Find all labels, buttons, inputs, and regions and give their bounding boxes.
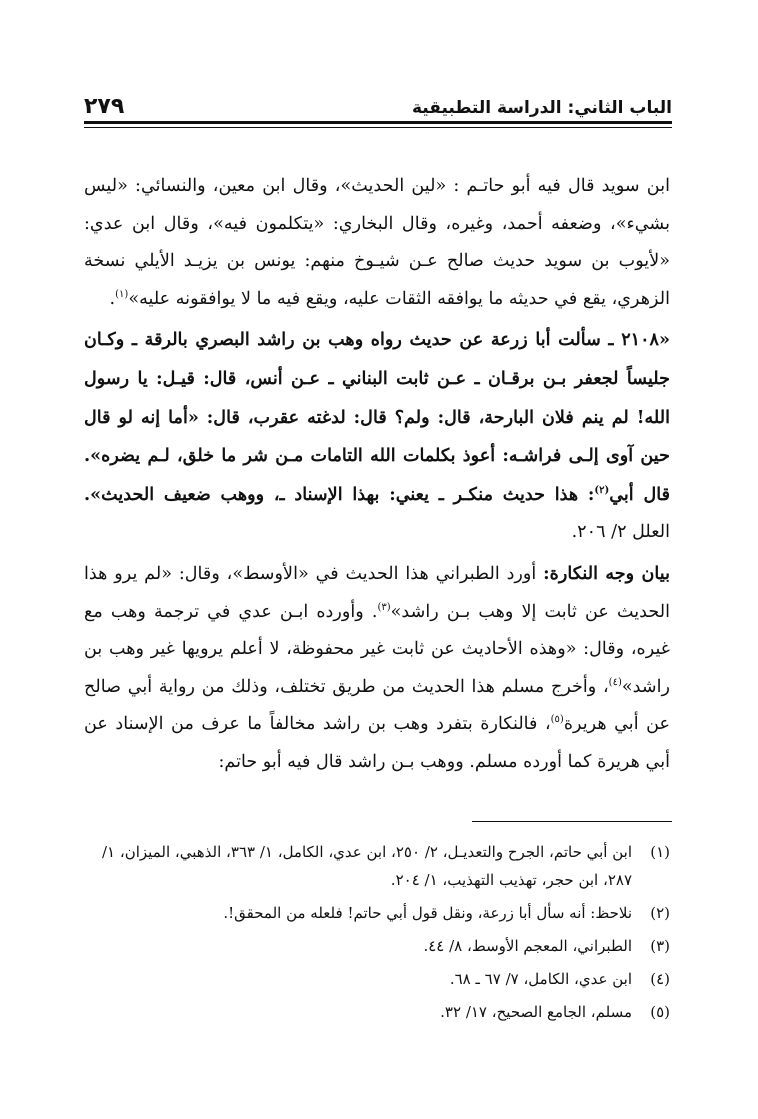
analysis-text-3: ، وأخرج مسلم هذا الحديث من طريق تختلف، وذلك من رواية أبي صالح عن أبي هريرة — [84, 676, 670, 735]
footnote-item — [84, 932, 670, 960]
footnote-item — [84, 998, 670, 1026]
footnote-item — [84, 965, 670, 993]
analysis-text-4: ، فالنكارة بتفرد وهب بن راشد مخالفاً ما عرف من الإسناد عن أبي هريرة كما أورده مسلم. ووهب بـن راشد قال فيه أبو حاتم: — [84, 714, 670, 772]
footnotes — [84, 838, 670, 1031]
chapter-title: الباب الثاني: الدراسة التطبيقية — [411, 98, 672, 118]
footnote-text: الطبراني، المعجم الأوسط، ٨/ ٤٤. — [423, 937, 632, 955]
footnote-item — [84, 899, 670, 927]
footnote-text: مسلم، الجامع الصحيح، ١٧/ ٣٢. — [440, 1003, 632, 1021]
main-text — [84, 168, 670, 782]
footnote-ref-5: (٥) — [550, 714, 564, 726]
analysis-heading: بيان وجه النكارة: — [543, 562, 671, 584]
footnote-ref-3: (٣) — [377, 601, 391, 613]
footnote-number: (٥) — [650, 1003, 670, 1021]
footnote-number: (٤) — [650, 970, 670, 988]
entry-text-continued: : هذا حديث منكـر ـ يعني: بهذا الإسناد ـ، ووهب ضعيف الحديث». — [84, 483, 595, 505]
intro-paragraph — [84, 168, 670, 318]
page-number: ٢٧٩ — [84, 94, 125, 119]
footnote-text: نلاحظ: أنه سأل أبا زرعة، ونقل قول أبي حاتم! فلعله من المحقق!. — [223, 904, 632, 922]
entry-text: «٢١٠٨ ـ سألت أبا زرعة عن حديث رواه وهب بن راشد البصري بالرقة ـ وكـان جليساً لجعفر بـن برقـان ـ عـن ثابت البناني ـ عـن أنس، قال: قيـل: يا رسول الله! لم ينم فلان البارحة، قال: ولم؟ قال: لدغته عقرب، قال: «أما إنه لو قال حين آوى إلـى فراشـه: أعوذ بكلمات الله التامات مـن شر ما خلق، لـم يضره». قال أبي — [84, 329, 670, 505]
entry-paragraph — [84, 321, 670, 552]
intro-end: . — [109, 288, 116, 309]
header-rule-thick — [84, 121, 672, 124]
footnote-number: (٣) — [650, 937, 670, 955]
footnote-number: (٢) — [650, 904, 670, 922]
entry-source: العلل ٢/ ٢٠٦. — [571, 522, 670, 543]
analysis-paragraph — [84, 555, 670, 782]
footnote-ref-1: (١) — [115, 288, 129, 300]
header-rule-thin — [84, 127, 672, 128]
footnote-ref-4: (٤) — [608, 676, 622, 688]
analysis-text-1: أورد الطبراني هذا الحديث في «الأوسط»، وقال: «لم يرو هذا الحديث عن ثابت إلا وهب بـن راشد» — [84, 563, 670, 622]
intro-text: ابن سويد قال فيه أبو حاتـم : «لين الحديث»، وقال ابن معين، والنسائي: «ليس بشيء»، وضعفه أحمد، وغيره، وقال البخاري: «يتكلمون فيه»، وقال ابن عدي: «لأيوب بن سويد حديث صالح عـن شيـوخ منهم: يونس بن يزيـد الأيلي نسخة الزهري، يقع في حديثه ما يوافقه الثقات عليه، ويقع فيه ما لا يوافقونه عليه» — [84, 176, 670, 309]
footnote-ref-2: (٢) — [594, 484, 610, 496]
footnote-text: ابن أبي حاتم، الجرح والتعديـل، ٢/ ٢٥٠، ابن عدي، الكامل، ١/ ٣٦٣، الذهبي، الميزان، ١/ ٢٨٧، ابن حجر، تهذيب التهذيب، ١/ ٢٠٤. — [101, 843, 632, 889]
page-header — [84, 85, 672, 119]
footnote-text: ابن عدي، الكامل، ٧/ ٦٧ ـ ٦٨. — [449, 970, 632, 988]
footnote-item — [84, 838, 670, 894]
footnote-number: (١) — [650, 843, 670, 861]
analysis-text-2: . وأورده ابـن عدي في ترجمة وهب مع غيره، وقال: «وهذه الأحاديث عن ثابت غير محفوظة، لا أعلم يرويها غير وهب بن راشد» — [84, 601, 670, 697]
footnote-separator — [472, 821, 672, 822]
